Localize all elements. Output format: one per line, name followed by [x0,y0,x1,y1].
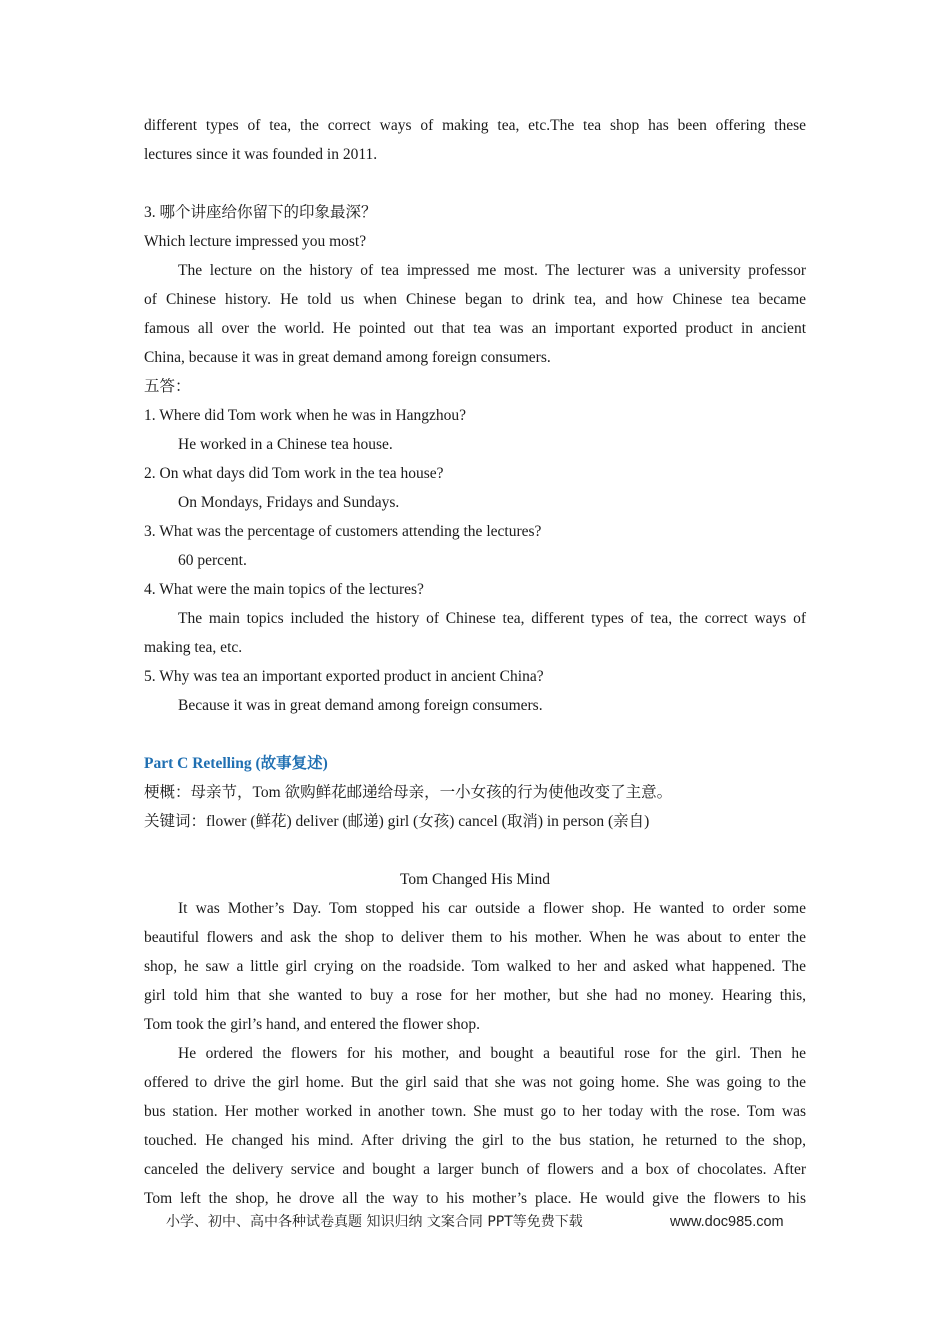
text-line: famous all over the world. He pointed out that tea was an important exported product in ancient [144,320,806,337]
answer-line: 60 percent. [178,552,247,569]
text-line: It was Mother’s Day. Tom stopped his car outside a flower shop. He wanted to order some [178,900,806,917]
text-line: Tom took the girl’s hand, and entered the flower shop. [144,1016,480,1033]
story-section [144,865,806,1213]
intro-paragraph [144,111,806,169]
question-line: 5. Why was tea an important exported product in ancient China? [144,668,544,685]
question-line: 2. On what days did Tom work in the tea house? [144,465,444,482]
story-title: Tom Changed His Mind [399,871,551,888]
text-line: touched. He changed his mind. After driving the girl to the bus station, he returned to the shop, [144,1132,806,1149]
answer-line: Because it was in great demand among foreign consumers. [178,697,543,714]
story-paragraph-2 [144,1039,806,1213]
answers-section [144,372,806,720]
question-3-section [144,198,806,372]
text-line: of Chinese history. He told us when Chinese began to drink tea, and how Chinese tea became [144,291,806,308]
text-line: Tom left the shop, he drove all the way to his mother’s place. He would give the flowers to his [144,1190,806,1207]
text-line: offered to drive the girl home. But the girl said that she was not going home. She was going to the [144,1074,806,1091]
spacer [144,720,806,749]
text-line: girl told him that she wanted to buy a rose for her mother, but she had no money. Hearing this, [144,987,806,1004]
answers-heading: 五答： [144,378,191,395]
answer-line: He worked in a Chinese tea house. [178,436,393,453]
text-line: different types of tea, the correct ways of making tea, etc.The tea shop has been offering these [144,117,806,134]
spacer [144,836,806,865]
document-body [144,111,806,1213]
summary-line: 梗概：母亲节，Tom 欲购鲜花邮递给母亲，一小女孩的行为使他改变了主意。 [144,784,673,801]
footer-url[interactable]: www.doc985.com [670,1214,784,1230]
text-line: China, because it was in great demand among foreign consumers. [144,349,551,366]
question-line: 1. Where did Tom work when he was in Hangzhou? [144,407,467,424]
answer-line: making tea, etc. [144,639,243,656]
question-line: 4. What were the main topics of the lectures? [144,581,424,598]
story-paragraph-1 [144,894,806,1039]
text-line: beautiful flowers and ask the shop to deliver them to his mother. When he was about to enter the [144,929,806,946]
part-c-title: Part C Retelling (故事复述) [144,755,328,772]
answer-line: The main topics included the history of Chinese tea, different types of tea, the correct ways of [178,610,806,627]
text-line: He ordered the flowers for his mother, and bought a beautiful rose for the girl. Then he [178,1045,806,1062]
text-line: shop, he saw a little girl crying on the roadside. Tom walked to her and asked what happened. The [144,958,806,975]
spacer [144,169,806,198]
question-heading-cn: 3. 哪个讲座给你留下的印象最深？ [144,204,377,221]
text-line: canceled the delivery service and bought a larger bunch of flowers and a box of chocolates. After [144,1161,806,1178]
part-c-section [144,749,806,836]
text-line: lectures since it was founded in 2011. [144,146,378,163]
answer-line: On Mondays, Fridays and Sundays. [178,494,400,511]
text-line: bus station. Her mother worked in another town. She must go to her today with the rose. Tom was [144,1103,806,1120]
question-line: 3. What was the percentage of customers attending the lectures? [144,523,542,540]
question-heading-en: Which lecture impressed you most? [144,233,367,250]
footer-text: 小学、初中、高中各种试卷真题 知识归纳 文案合同 PPT等免费下载 [166,1214,583,1230]
keywords-line: 关键词：flower (鲜花) deliver (邮递) girl (女孩) cancel (取消) in person (亲自) [144,813,650,830]
text-line: The lecture on the history of tea impressed me most. The lecturer was a university professor [178,262,806,279]
page-footer [166,1210,806,1234]
